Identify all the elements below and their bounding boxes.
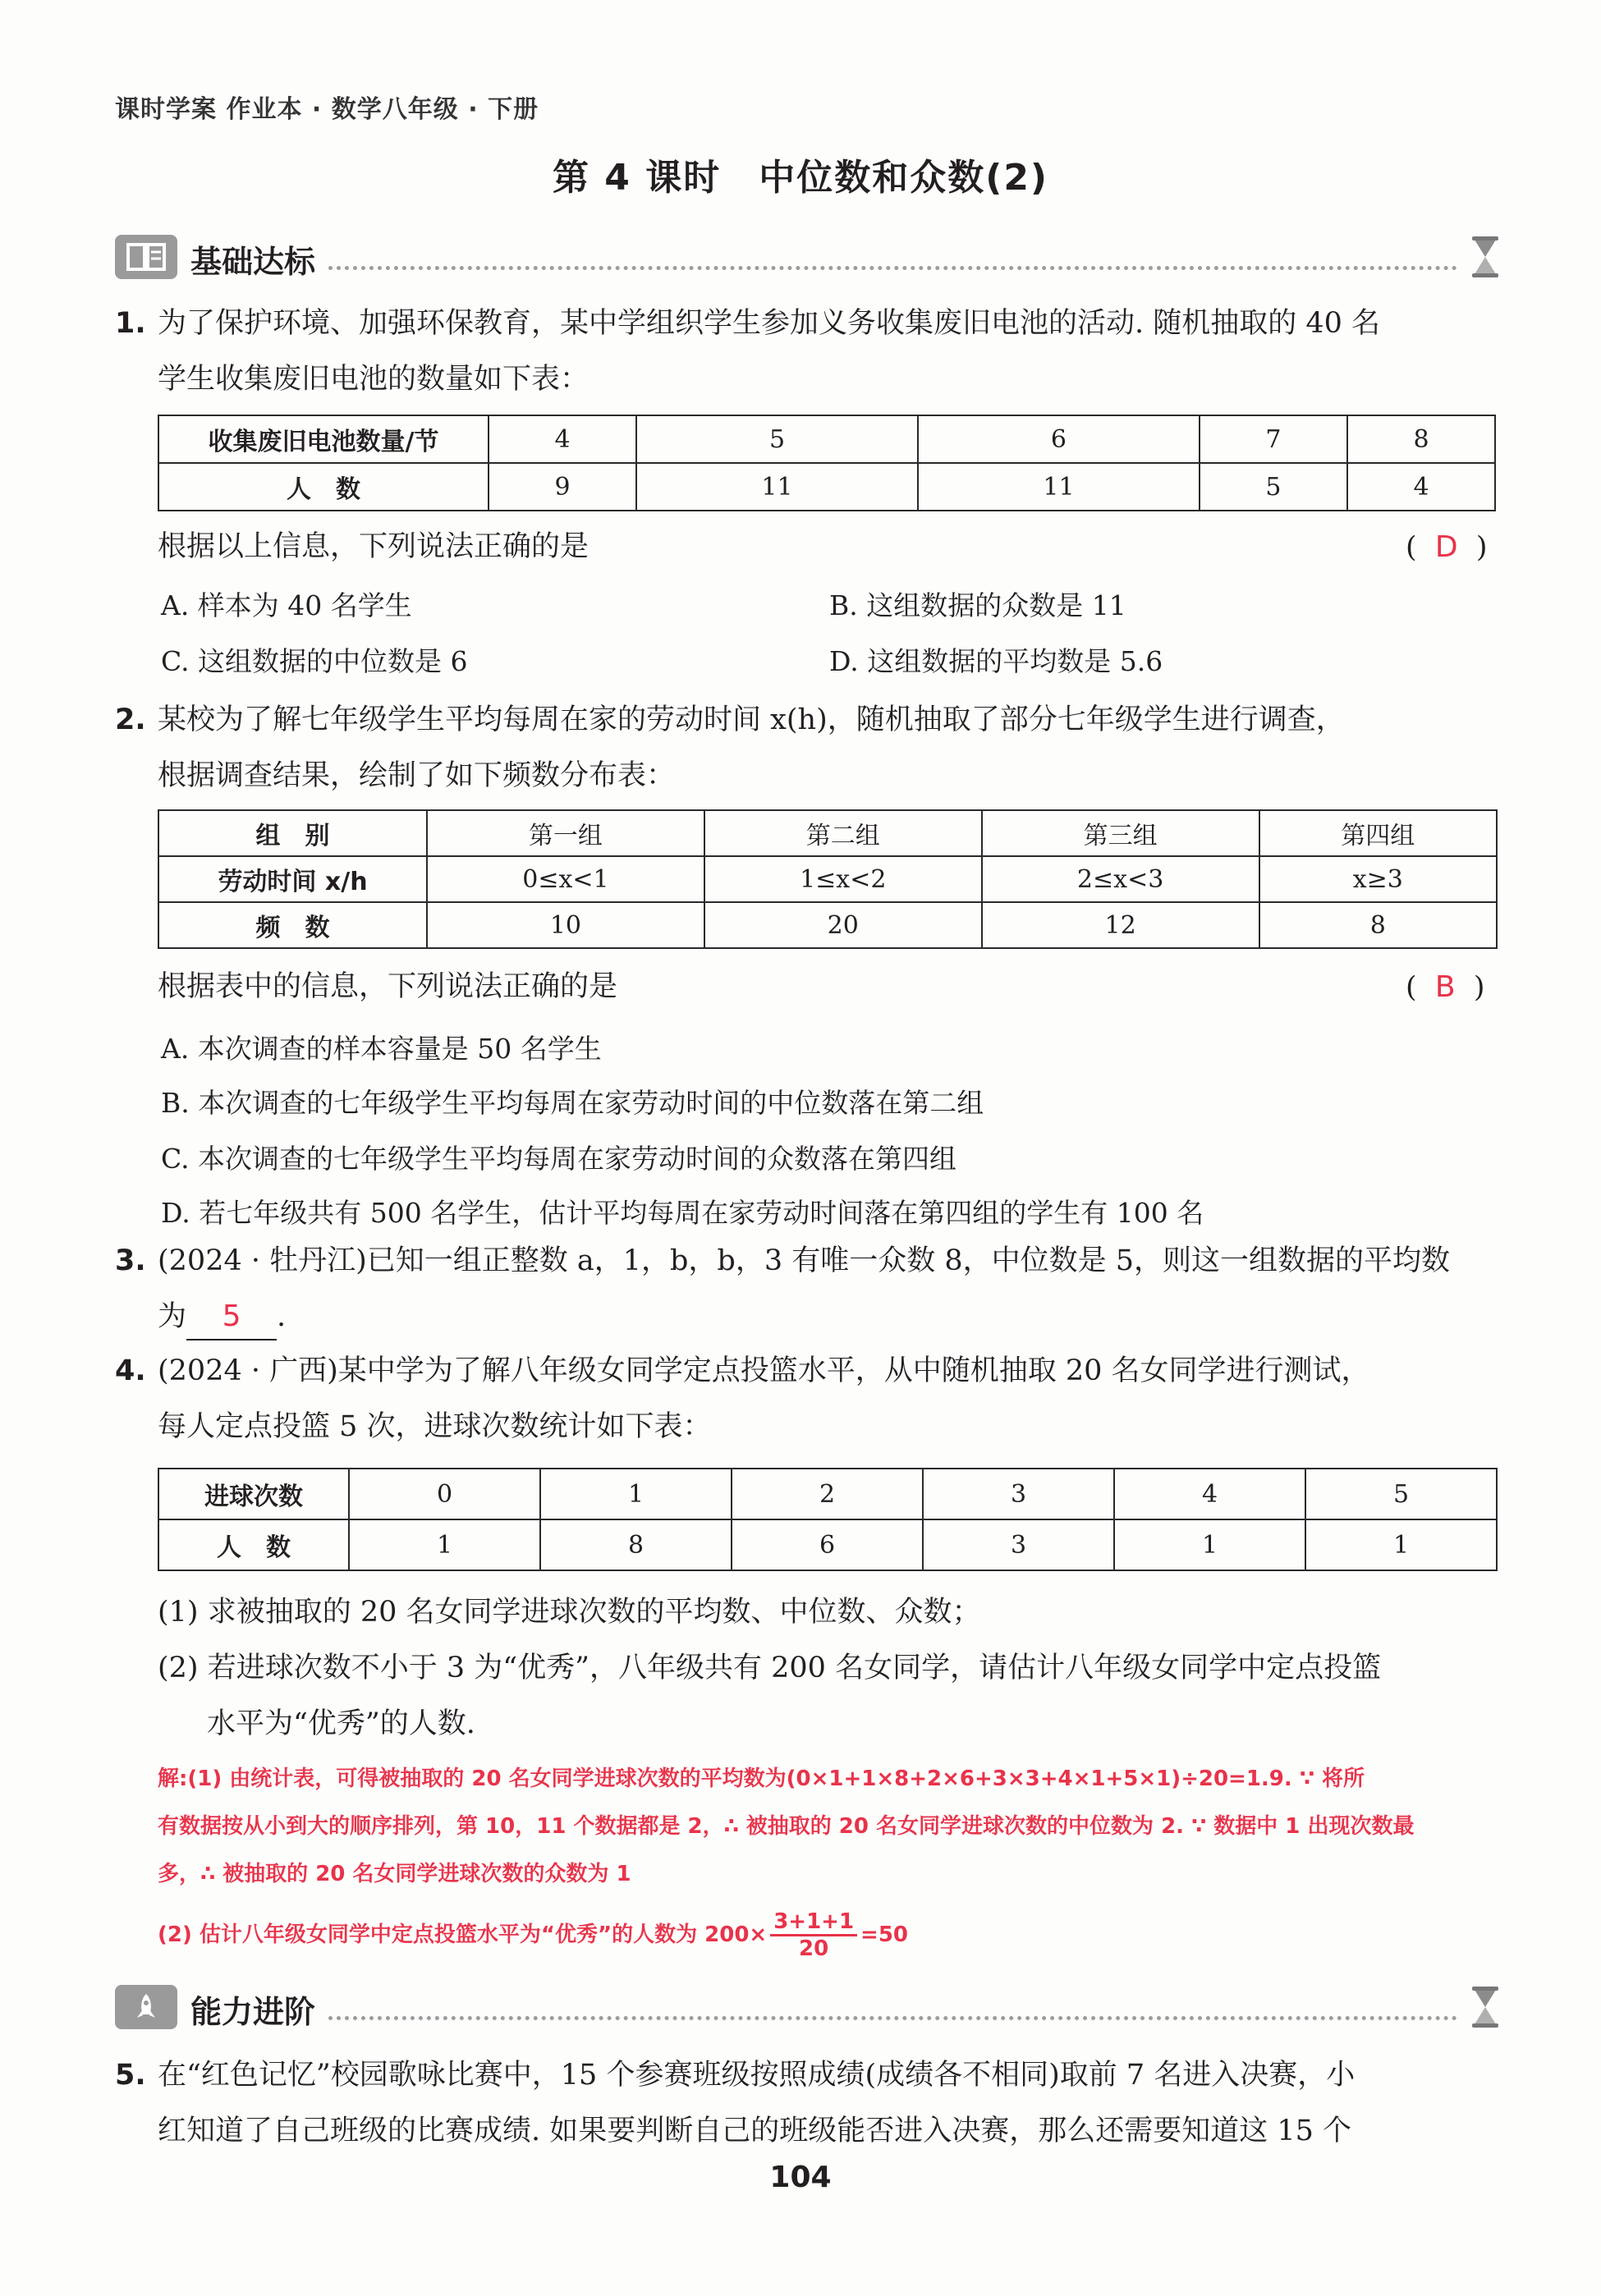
question-prompt: 根据表中的信息，下列说法正确的是 bbox=[158, 970, 618, 1003]
question-text: 为了保护环境、加强环保教育，某中学组织学生参加义务收集废旧电池的活动. 随机抽取的 40 名 bbox=[158, 307, 1381, 340]
dotted-divider bbox=[328, 2016, 1457, 2020]
table-cell: 5 bbox=[1200, 463, 1347, 511]
option-a: A. 本次调查的样本容量是 50 名学生 bbox=[161, 1033, 602, 1065]
question-text: (2024 · 广西)某中学为了解八年级女同学定点投篮水平，从中随机抽取 20 名女同学进行测试， bbox=[158, 1354, 1370, 1387]
sub-question-2-cont: 水平为“优秀”的人数. bbox=[207, 1707, 475, 1740]
table-cell: x≥3 bbox=[1259, 856, 1497, 902]
question-number: 1. bbox=[115, 307, 146, 340]
table-row-label: 人 数 bbox=[158, 463, 489, 511]
fraction: $\frac{3+1+1}{20}$ bbox=[770, 1909, 857, 1961]
sub-question-2: (2) 若进球次数不小于 3 为“优秀”，八年级共有 200 名女同学，请估计八年级女同学中定点投篮 bbox=[158, 1652, 1382, 1684]
fill-blank bbox=[186, 1295, 277, 1340]
table-cell: 9 bbox=[489, 463, 636, 511]
option-b: B. 这组数据的众数是 11 bbox=[829, 589, 1126, 621]
answer-mark: B bbox=[1434, 970, 1456, 1004]
table-cell: 8 bbox=[1347, 415, 1495, 463]
battery-table bbox=[158, 415, 1496, 511]
table-row-label: 组 别 bbox=[158, 810, 427, 856]
option-d: D. 这组数据的平均数是 5.6 bbox=[829, 645, 1163, 677]
option-d: D. 若七年级共有 500 名学生，估计平均每周在家劳动时间落在第四组的学生有 100 名 bbox=[161, 1197, 1204, 1229]
book-header: 课时学案 作业本 · 数学八年级 · 下册 bbox=[115, 95, 539, 124]
table-cell: 1 bbox=[349, 1519, 540, 1570]
table-cell: 1 bbox=[1305, 1519, 1497, 1570]
table-cell: 2≤x<3 bbox=[982, 856, 1259, 902]
question-1 bbox=[115, 296, 1511, 407]
table-cell: 20 bbox=[704, 902, 982, 948]
question-text: 根据调查结果，绘制了如下频数分布表： bbox=[158, 759, 676, 792]
question-number: 2. bbox=[115, 703, 146, 736]
shots-table bbox=[158, 1468, 1498, 1571]
table-cell: 5 bbox=[636, 415, 918, 463]
table-cell: 2 bbox=[732, 1469, 923, 1519]
table-cell: 1 bbox=[1114, 1519, 1305, 1570]
option-c: C. 这组数据的中位数是 6 bbox=[161, 645, 468, 677]
question-prompt: 根据以上信息，下列说法正确的是 bbox=[158, 530, 589, 563]
question-number: 3. bbox=[115, 1244, 146, 1277]
table-cell: 4 bbox=[1347, 463, 1495, 511]
table-row-label: 劳动时间 x/h bbox=[158, 856, 427, 902]
solution-line: 多，∴ 被抽取的 20 名女同学进球次数的众数为 1 bbox=[158, 1862, 631, 1886]
table-row-label: 人 数 bbox=[158, 1519, 349, 1570]
option-c: C. 本次调查的七年级学生平均每周在家劳动时间的众数落在第四组 bbox=[161, 1143, 957, 1175]
table-cell: 10 bbox=[427, 902, 704, 948]
answer-mark: D bbox=[1434, 530, 1458, 564]
dotted-divider bbox=[328, 266, 1457, 270]
table-cell: 6 bbox=[732, 1519, 923, 1570]
table-row-label: 收集废旧电池数量/节 bbox=[158, 415, 489, 463]
book-icon bbox=[115, 235, 177, 279]
question-5 bbox=[115, 2047, 1511, 2159]
table-row-label: 进球次数 bbox=[158, 1469, 349, 1519]
table-cell: 1 bbox=[540, 1469, 732, 1519]
question-text: 在“红色记忆”校园歌咏比赛中，15 个参赛班级按照成绩(成绩各不相同)取前 7 名进入决赛，小 bbox=[158, 2059, 1356, 2092]
question-3 bbox=[115, 1233, 1511, 1345]
table-cell: 第三组 bbox=[982, 810, 1259, 856]
table-cell: 12 bbox=[982, 902, 1259, 948]
question-2 bbox=[115, 692, 1511, 804]
table-cell: 8 bbox=[1259, 902, 1497, 948]
section-advance-header bbox=[115, 1982, 1502, 2032]
table-cell: 11 bbox=[918, 463, 1200, 511]
question-text: 每人定点投篮 5 次，进球次数统计如下表： bbox=[158, 1410, 712, 1443]
option-a: A. 样本为 40 名学生 bbox=[161, 589, 412, 621]
table-cell: 8 bbox=[540, 1519, 732, 1570]
rocket-icon bbox=[115, 1985, 177, 2029]
table-cell: 第四组 bbox=[1259, 810, 1497, 856]
answer-bracket: ( D ) bbox=[1406, 530, 1488, 564]
header-volume: 下册 bbox=[488, 95, 539, 124]
table-cell: 0≤x<1 bbox=[427, 856, 704, 902]
table-row-label: 频 数 bbox=[158, 902, 427, 948]
table-cell: 11 bbox=[636, 463, 918, 511]
question-number: 4. bbox=[115, 1354, 146, 1387]
question-text: 学生收集废旧电池的数量如下表： bbox=[158, 363, 589, 396]
solution-line: (2) 估计八年级女同学中定点投篮水平为“优秀”的人数为 200× $\frac{3+1+1}{20}$ =50 bbox=[158, 1909, 909, 1961]
table-cell: 4 bbox=[489, 415, 636, 463]
table-cell: 4 bbox=[1114, 1469, 1305, 1519]
hourglass-icon bbox=[1468, 1985, 1502, 2029]
solution-block bbox=[158, 1755, 1512, 1961]
option-b: B. 本次调查的七年级学生平均每周在家劳动时间的中位数落在第二组 bbox=[161, 1087, 984, 1119]
question-text: 某校为了解七年级学生平均每周在家的劳动时间 x(h)，随机抽取了部分七年级学生进行调查， bbox=[158, 703, 1345, 736]
question-number: 5. bbox=[115, 2059, 146, 2092]
table-cell: 6 bbox=[918, 415, 1200, 463]
labor-time-table bbox=[158, 809, 1498, 949]
question-text: (2024 · 牡丹江)已知一组正整数 a，1，b，b，3 有唯一众数 8，中位数是 5，则这一组数据的平均数 bbox=[158, 1244, 1451, 1277]
answer-bracket: ( B ) bbox=[1406, 970, 1485, 1004]
table-cell: 3 bbox=[923, 1469, 1114, 1519]
sub-question-1: (1) 求被抽取的 20 名女同学进球次数的平均数、中位数、众数； bbox=[158, 1596, 981, 1629]
solution-line: 有数据按从小到大的顺序排列，第 10，11 个数据都是 2，∴ 被抽取的 20 名女同学进球次数的中位数为 2. ∵ 数据中 1 出现次数最 bbox=[158, 1814, 1415, 1839]
header-series: 课时学案 bbox=[115, 95, 217, 124]
section-basic-header bbox=[115, 231, 1502, 282]
table-cell: 1≤x<2 bbox=[704, 856, 982, 902]
table-cell: 3 bbox=[923, 1519, 1114, 1570]
table-cell: 7 bbox=[1200, 415, 1347, 463]
question-4 bbox=[115, 1343, 1511, 1455]
solution-line: 解:(1) 由统计表，可得被抽取的 20 名女同学进球次数的平均数为(0×1+1×8+2×6+3×3+4×1+5×1)÷20=1.9. ∵ 将所 bbox=[158, 1767, 1365, 1791]
answer-mark: 5 bbox=[222, 1299, 241, 1333]
section-title: 能力进阶 bbox=[190, 1994, 316, 2030]
header-subject: 数学八年级 bbox=[331, 95, 459, 124]
lesson-title: 第 4 课时 中位数和众数(2) bbox=[552, 157, 1049, 199]
table-cell: 第一组 bbox=[427, 810, 704, 856]
table-cell: 0 bbox=[349, 1469, 540, 1519]
question-text: 为 5 . bbox=[158, 1289, 1511, 1345]
table-cell: 第二组 bbox=[704, 810, 982, 856]
hourglass-icon bbox=[1468, 235, 1502, 279]
table-cell: 5 bbox=[1305, 1469, 1497, 1519]
section-title: 基础达标 bbox=[190, 244, 316, 280]
question-text: 红知道了自己班级的比赛成绩. 如果要判断自己的班级能否进入决赛，那么还需要知道这 15 个 bbox=[158, 2115, 1352, 2147]
header-book: 作业本 bbox=[226, 95, 303, 124]
page-number: 104 bbox=[769, 2161, 832, 2194]
